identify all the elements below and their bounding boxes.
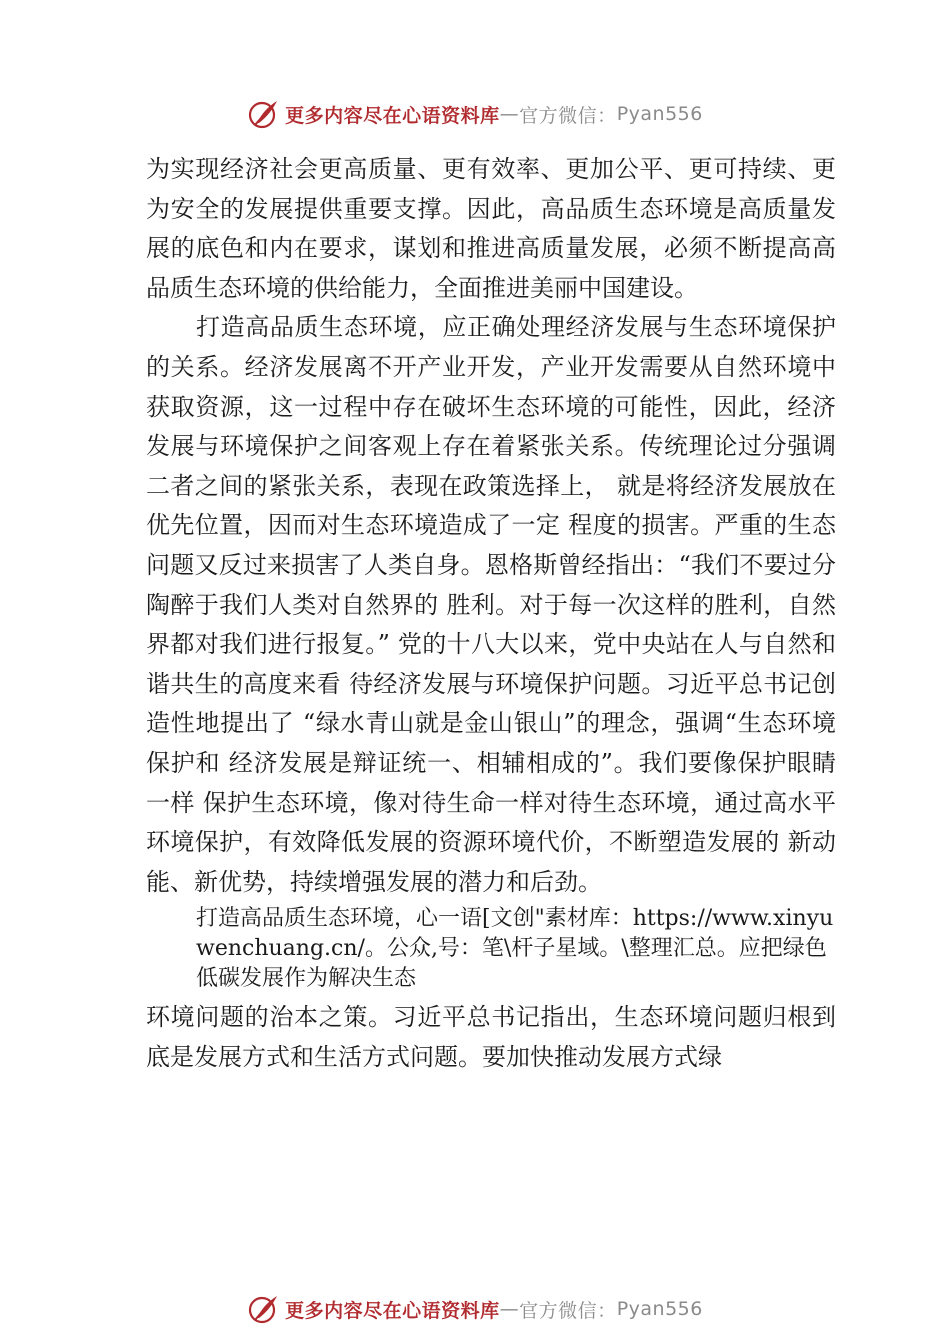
- footer-main-text: 更多内容尽在心语资料库: [285, 1299, 500, 1322]
- paragraph-4: 环境问题的治本之策。习近平总书记指出，生态环境问题归根到底是发展方式和生活方式问题。要加快推动发展方式绿: [146, 1003, 836, 1071]
- footer-dash: —: [499, 1298, 520, 1320]
- banner-main-text: 更多内容尽在心语资料库: [285, 104, 500, 127]
- footer-contact-id: Pyan556: [616, 1298, 703, 1320]
- document-body: [146, 150, 836, 1077]
- banner-dash: —: [499, 103, 520, 125]
- paragraph-1: 为实现经济社会更高质量、更有效率、更加公平、更可持续、更为安全的发展提供重要支撑。因此，高品质生态环境是高质量发展的底色和内在要求，谋划和推进高质量发展，必须不断提高高品质生态环境的供给能力，全面推进美丽中国建设。: [146, 155, 836, 302]
- footer-contact-label: 官方微信：: [519, 1299, 617, 1322]
- header-banner: [0, 94, 950, 134]
- paragraph-2: 打造高品质生态环境，应正确处理经济发展与生态环境保护的关系。经济发展离不开产业开发，产业开发需要从自然环境中获取资源，这一过程中存在破坏生态环境的可能性，因此，经济发展与环境保护之间客观上存在着紧张关系。传统理论过分强调二者之间的紧张关系，表现在政策选择上， 就是将经济发展放在优先位置，因而对生态环境造成了一定 程度的损害。严重的生态问题又反过来损害了人类自身。恩格斯曾经指出：“我们不要过分陶醉于我们人类对自然界的 胜利。对于每一次这样的胜利，自然界都对我们进行报复。” 党的十八大以来，党中央站在人与自然和谐共生的高度来看 待经济发展与环境保护问题。习近平总书记创造性地提出了 “绿水青山就是金山银山”的理念，强调“生态环境保护和 经济发展是辩证统一、相辅相成的”。我们要像保护眼睛一样 保护生态环境，像对待生命一样对待生态环境，通过高水平 环境保护，有效降低发展的资源环境代价，不断塑造发展的 新动能、新优势，持续增强发展的潜力和后劲。: [146, 313, 836, 896]
- banner-contact-label: 官方微信：: [519, 104, 617, 127]
- paragraph-3: 打造高品质生态环境，心一语[文创"素材库：https://www.xinyuwenchuang.cn/。公众,号：笔\杆子星域。\整理汇总。应把绿色低碳发展作为解决生态: [196, 906, 834, 992]
- footer-banner: [0, 1289, 950, 1329]
- banner-contact-id: Pyan556: [616, 103, 703, 125]
- feather-quill-icon: [247, 97, 281, 131]
- feather-quill-icon: [247, 1292, 281, 1326]
